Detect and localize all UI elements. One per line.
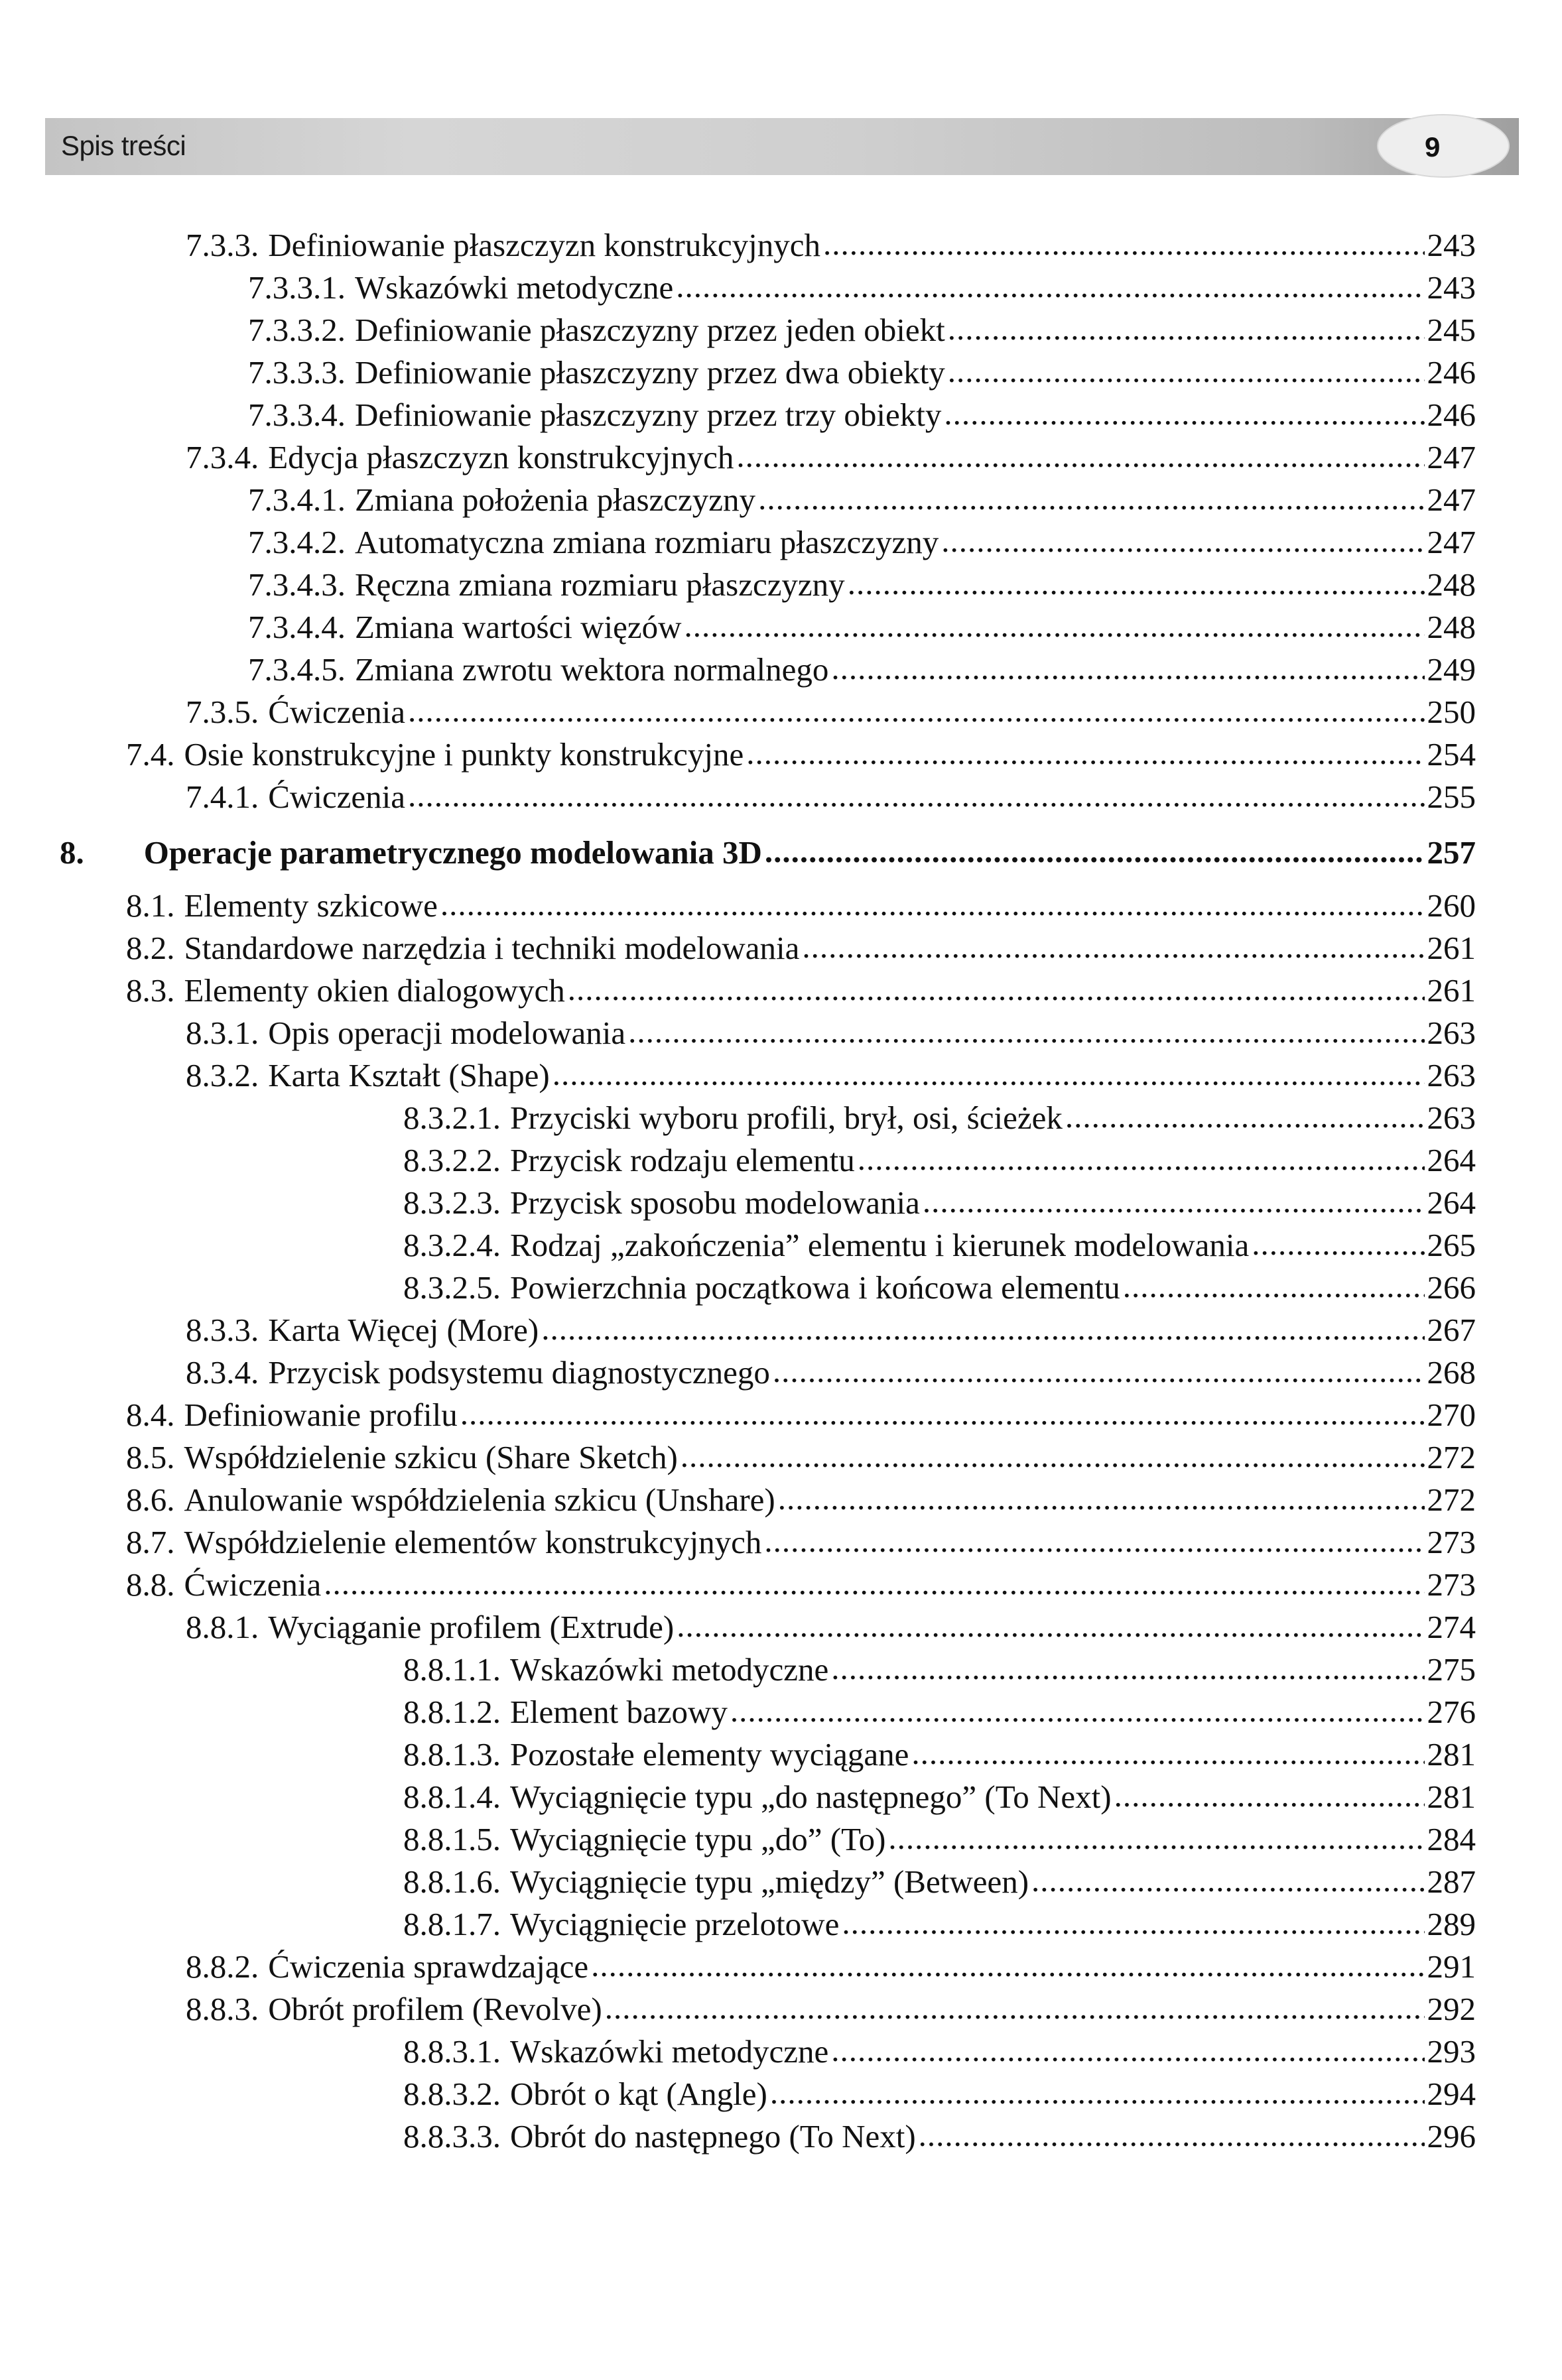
toc-entry-page: 254 [1427, 736, 1476, 773]
toc-entry-page: 267 [1427, 1312, 1476, 1348]
toc-entry [248, 523, 1476, 562]
toc-entry-number: 7.3.4. [186, 439, 259, 475]
dot-leader [676, 267, 1424, 306]
toc-entry-number: 8.8.1.5. [403, 1821, 501, 1857]
toc-entry-page: 263 [1427, 1099, 1476, 1136]
toc-entry-number: 8.8.1.3. [403, 1736, 501, 1773]
toc-entry [248, 310, 1476, 350]
dot-leader [605, 1988, 1425, 2028]
toc-entry-page: 261 [1427, 972, 1476, 1009]
toc-entry [186, 438, 1476, 477]
toc-entry-page: 263 [1427, 1057, 1476, 1094]
toc-entry-number: 7.4.1. [186, 779, 259, 815]
dot-leader [1114, 1776, 1425, 1816]
dot-leader [684, 606, 1425, 646]
toc-entry-title: Wskazówki metodyczne [510, 2033, 829, 2070]
toc-entry-page: 266 [1427, 1269, 1476, 1306]
toc-entry [403, 1905, 1476, 1944]
toc-entry-page: 247 [1427, 524, 1476, 560]
toc-entry-title: Wyciągnięcie typu „do” (To) [510, 1821, 886, 1857]
toc-entry [186, 777, 1476, 817]
toc-entry-title: Automatyczna zmiana rozmiaru płaszczyzny [355, 524, 939, 560]
toc-entry [186, 225, 1476, 265]
toc-entry [186, 1947, 1476, 1987]
toc-entry-page: 243 [1427, 269, 1476, 306]
toc-entry-title: Obrót do następnego (To Next) [510, 2118, 916, 2155]
toc-entry-title: Karta Więcej (More) [268, 1312, 539, 1348]
dot-leader [923, 1182, 1425, 1221]
toc-entry-page: 272 [1427, 1439, 1476, 1475]
toc-entry-title: Zmiana zwrotu wektora normalnego [355, 651, 829, 688]
dot-leader [888, 1818, 1424, 1858]
toc-entry-number: 8.8.1. [186, 1609, 259, 1645]
toc-entry [248, 607, 1476, 647]
toc-entry [403, 2117, 1476, 2157]
dot-leader [802, 927, 1424, 967]
toc-entry [248, 395, 1476, 435]
dot-leader [408, 776, 1424, 816]
dot-leader [324, 1564, 1424, 1603]
toc-entry-number: 8.3.2.1. [403, 1099, 501, 1136]
toc-entry [403, 1650, 1476, 1690]
toc-entry [248, 268, 1476, 308]
toc-entry-page: 273 [1427, 1524, 1476, 1560]
dot-leader [831, 2031, 1424, 2070]
toc-entry-number: 7.3.4.1. [248, 481, 346, 518]
toc-entry-page: 294 [1427, 2076, 1476, 2112]
toc-entry-title: Osie konstrukcyjne i punkty konstrukcyjne [184, 736, 744, 773]
toc-entry-number: 8.8.1.7. [403, 1906, 501, 1942]
toc-entry-title: Przyciski wyboru profili, brył, osi, ścieżek [510, 1099, 1063, 1136]
dot-leader [919, 2115, 1425, 2155]
toc-entry-title: Współdzielenie elementów konstrukcyjnych [184, 1524, 762, 1560]
toc-entry-title: Pozostałe elementy wyciągane [510, 1736, 909, 1773]
dot-leader [842, 1903, 1424, 1943]
toc-entry [403, 1183, 1476, 1223]
toc-entry [186, 1013, 1476, 1053]
dot-leader [948, 351, 1425, 391]
toc-entry-page: 248 [1427, 609, 1476, 645]
toc-entry-title: Wyciągnięcie przelotowe [510, 1906, 840, 1942]
dot-leader [858, 1139, 1425, 1179]
toc-chapter-entry [60, 833, 1476, 873]
toc-entry-title: Powierzchnia początkowa i końcowa elementu [510, 1269, 1120, 1306]
toc-entry [126, 886, 1476, 926]
toc-entry-title: Przycisk rodzaju elementu [510, 1142, 855, 1178]
toc-entry-number: 8.8.1.1. [403, 1651, 501, 1688]
toc-entry [186, 1310, 1476, 1350]
dot-leader [948, 309, 1425, 349]
toc-entry-title: Definiowanie płaszczyzny przez trzy obiekty [355, 397, 942, 433]
toc-entry-title: Ręczna zmiana rozmiaru płaszczyzny [355, 566, 845, 603]
toc-entry-number: 8.3.3. [186, 1312, 259, 1348]
toc-entry-title: Rodzaj „zakończenia” elementu i kierunek modelowania [510, 1227, 1250, 1263]
toc-entry-number: 8.8.1.6. [403, 1863, 501, 1900]
toc-entry [126, 971, 1476, 1011]
toc-entry-number: 8.2. [126, 930, 175, 966]
toc-entry-page: 275 [1427, 1651, 1476, 1688]
toc-entry-title: Ćwiczenia [184, 1566, 322, 1603]
toc-entry [126, 928, 1476, 968]
toc-entry-page: 270 [1427, 1397, 1476, 1433]
toc-entry-page: 257 [1427, 834, 1476, 871]
toc-entry [403, 2032, 1476, 2072]
running-header-title: Spis treści [61, 130, 186, 161]
toc-entry-number: 8.3.2. [186, 1057, 259, 1094]
toc-entry-number: 8.8.2. [186, 1948, 259, 1985]
toc-entry [186, 1353, 1476, 1393]
toc-entry-title: Operacje parametrycznego modelowania 3D [143, 834, 762, 871]
toc-entry-number: 8.8.3.3. [403, 2118, 501, 2155]
toc-entry-number: 7.3.4.4. [248, 609, 346, 645]
toc-entry-number: 8.8.1.4. [403, 1779, 501, 1815]
toc-entry [126, 735, 1476, 775]
toc-entry-title: Elementy okien dialogowych [184, 972, 565, 1009]
dot-leader [765, 832, 1425, 871]
toc-entry-page: 246 [1427, 354, 1476, 391]
toc-entry-number: 8.8.3.2. [403, 2076, 501, 2112]
toc-entry [186, 1056, 1476, 1096]
toc-entry-title: Wyciąganie profilem (Extrude) [268, 1609, 675, 1645]
dot-leader [831, 1649, 1424, 1688]
toc-entry-number: 8. [60, 834, 84, 871]
toc-entry-page: 293 [1427, 2033, 1476, 2070]
toc-entry [186, 1607, 1476, 1647]
toc-entry-title: Edycja płaszczyzn konstrukcyjnych [268, 439, 734, 475]
toc-entry-page: 284 [1427, 1821, 1476, 1857]
toc-entry-title: Współdzielenie szkicu (Share Sketch) [184, 1439, 678, 1475]
dot-leader [541, 1309, 1424, 1349]
toc-entry-page: 247 [1427, 439, 1476, 475]
toc-entry-number: 7.3.3.4. [248, 397, 346, 433]
toc-entry-number: 8.8.1.2. [403, 1694, 501, 1730]
toc-entry-number: 7.3.4.5. [248, 651, 346, 688]
toc-entry-page: 261 [1427, 930, 1476, 966]
toc-entry-title: Element bazowy [510, 1694, 728, 1730]
toc-entry-page: 250 [1427, 694, 1476, 730]
toc-entry-title: Ćwiczenia [268, 779, 406, 815]
dot-leader [553, 1054, 1425, 1094]
dot-leader [848, 564, 1425, 603]
toc-entry-page: 268 [1427, 1354, 1476, 1391]
toc-entry [403, 1777, 1476, 1817]
toc-entry-page: 264 [1427, 1142, 1476, 1178]
toc-entry [403, 1692, 1476, 1732]
toc-entry-number: 8.3.2.5. [403, 1269, 501, 1306]
page-number: 9 [1425, 131, 1441, 162]
toc-entry-page: 265 [1427, 1227, 1476, 1263]
toc-entry-number: 8.3. [126, 972, 175, 1009]
toc-entry-number: 8.7. [126, 1524, 175, 1560]
toc-entry-number: 8.1. [126, 887, 175, 924]
toc-entry [403, 1820, 1476, 1859]
toc-entry-number: 8.6. [126, 1481, 175, 1518]
toc-entry-title: Ćwiczenia sprawdzające [268, 1948, 589, 1985]
dot-leader [944, 394, 1424, 434]
toc-entry-page: 243 [1427, 227, 1476, 263]
toc-entry [403, 1268, 1476, 1308]
toc-entry-page: 247 [1427, 481, 1476, 518]
toc-entry-title: Definiowanie płaszczyzny przez dwa obiekty [355, 354, 945, 391]
toc-entry-page: 273 [1427, 1566, 1476, 1603]
toc-entry-title: Definiowanie płaszczyzn konstrukcyjnych [268, 227, 820, 263]
dot-leader [764, 1521, 1424, 1561]
dot-leader [677, 1606, 1424, 1646]
toc-entry-title: Przycisk sposobu modelowania [510, 1184, 920, 1221]
toc-entry-number: 8.3.2.2. [403, 1142, 501, 1178]
toc-entry-page: 246 [1427, 397, 1476, 433]
dot-leader [1252, 1224, 1424, 1264]
toc-entry-title: Ćwiczenia [268, 694, 406, 730]
toc-entry-title: Opis operacji modelowania [268, 1015, 626, 1051]
toc-entry-title: Przycisk podsystemu diagnostycznego [268, 1354, 770, 1391]
toc-entry-number: 8.4. [126, 1397, 175, 1433]
toc-entry [126, 1565, 1476, 1605]
toc-entry-title: Obrót profilem (Revolve) [268, 1991, 602, 2027]
toc-entry-title: Wyciągnięcie typu „między” (Between) [510, 1863, 1029, 1900]
toc-entry-number: 7.3.3. [186, 227, 259, 263]
toc-entry-title: Standardowe narzędzia i techniki modelowania [184, 930, 800, 966]
dot-leader [1031, 1861, 1424, 1901]
toc-entry-title: Wskazówki metodyczne [510, 1651, 829, 1688]
toc-entry [248, 650, 1476, 690]
toc-entry-title: Wyciągnięcie typu „do następnego” (To Next) [510, 1779, 1112, 1815]
toc-entry-title: Anulowanie współdzielenia szkicu (Unshare) [184, 1481, 775, 1518]
toc-entry [248, 353, 1476, 393]
toc-entry-number: 7.3.3.1. [248, 269, 346, 306]
toc-entry [186, 692, 1476, 732]
toc-entry [403, 1141, 1476, 1180]
toc-entry-title: Definiowanie profilu [184, 1397, 458, 1433]
toc-entry [248, 565, 1476, 605]
dot-leader [628, 1012, 1424, 1052]
dot-leader [1123, 1267, 1425, 1306]
dot-leader [736, 436, 1424, 476]
toc-entry [403, 1098, 1476, 1138]
toc-entry-page: 255 [1427, 779, 1476, 815]
toc-entry-page: 260 [1427, 887, 1476, 924]
dot-leader [746, 733, 1424, 773]
toc-entry-page: 281 [1427, 1736, 1476, 1773]
toc-entry-title: Obrót o kąt (Angle) [510, 2076, 767, 2112]
toc-entry-title: Wskazówki metodyczne [355, 269, 674, 306]
toc-entry-page: 276 [1427, 1694, 1476, 1730]
dot-leader [941, 521, 1424, 561]
toc-entry-number: 7.3.3.3. [248, 354, 346, 391]
dot-leader [773, 1351, 1425, 1391]
toc-entry [403, 1862, 1476, 1902]
toc-entry-page: 264 [1427, 1184, 1476, 1221]
toc-entry-page: 281 [1427, 1779, 1476, 1815]
toc-entry-page: 263 [1427, 1015, 1476, 1051]
toc-entry [248, 480, 1476, 520]
toc-entry-number: 7.3.4.3. [248, 566, 346, 603]
dot-leader [758, 479, 1424, 519]
dot-leader [823, 224, 1425, 264]
toc-entry-page: 289 [1427, 1906, 1476, 1942]
toc-entry-number: 8.5. [126, 1439, 175, 1475]
dot-leader [778, 1479, 1425, 1519]
toc-entry-page: 249 [1427, 651, 1476, 688]
dot-leader [591, 1946, 1424, 1985]
toc-entry-page: 248 [1427, 566, 1476, 603]
toc-entry-title: Zmiana położenia płaszczyzny [355, 481, 756, 518]
toc-entry [186, 1989, 1476, 2029]
toc-entry-title: Elementy szkicowe [184, 887, 438, 924]
toc-entry-number: 8.8.3.1. [403, 2033, 501, 2070]
toc-entry-page: 287 [1427, 1863, 1476, 1900]
toc-entry [126, 1438, 1476, 1477]
toc-entry-number: 8.3.2.3. [403, 1184, 501, 1221]
toc-entry-title: Zmiana wartości więzów [355, 609, 682, 645]
toc-entry-page: 292 [1427, 1991, 1476, 2027]
dot-leader [770, 2073, 1425, 2113]
dot-leader [730, 1691, 1425, 1731]
dot-leader [1065, 1097, 1425, 1137]
toc-entry [403, 2074, 1476, 2114]
toc-entry-number: 8.3.4. [186, 1354, 259, 1391]
toc-entry-number: 7.3.5. [186, 694, 259, 730]
toc-entry-number: 7.3.4.2. [248, 524, 346, 560]
toc-entry-title: Definiowanie płaszczyzny przez jeden obiekt [355, 312, 945, 348]
toc-entry [126, 1480, 1476, 1520]
toc-entry-number: 8.8. [126, 1566, 175, 1603]
toc-entry-page: 296 [1427, 2118, 1476, 2155]
toc-entry [403, 1225, 1476, 1265]
toc-entry-number: 7.3.3.2. [248, 312, 346, 348]
toc-entry [403, 1735, 1476, 1775]
dot-leader [440, 885, 1425, 924]
toc-entry-number: 8.3.2.4. [403, 1227, 501, 1263]
dot-leader [568, 970, 1425, 1009]
dot-leader [681, 1436, 1425, 1476]
toc-entry-page: 274 [1427, 1609, 1476, 1645]
dot-leader [460, 1394, 1425, 1434]
toc-entry-page: 272 [1427, 1481, 1476, 1518]
toc-entry [126, 1395, 1476, 1435]
dot-leader [408, 691, 1424, 731]
toc-entry [126, 1523, 1476, 1562]
dot-leader [831, 649, 1424, 688]
toc-entry-number: 7.4. [126, 736, 175, 773]
toc-entry-title: Karta Kształt (Shape) [268, 1057, 550, 1094]
toc-entry-number: 8.8.3. [186, 1991, 259, 2027]
toc-entry-page: 245 [1427, 312, 1476, 348]
dot-leader [911, 1733, 1424, 1773]
toc-entry-page: 291 [1427, 1948, 1476, 1985]
toc-entry-number: 8.3.1. [186, 1015, 259, 1051]
